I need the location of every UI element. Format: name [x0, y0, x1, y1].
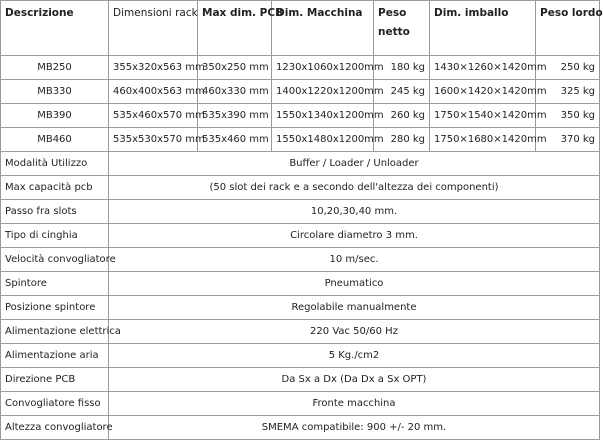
feature-label: Convogliatore fisso	[1, 392, 109, 416]
feature-row	[1, 248, 600, 272]
header-peso-lordo: Peso lordo	[536, 1, 600, 56]
feature-value: Fronte macchina	[109, 392, 600, 416]
header-descrizione: Descrizione	[1, 1, 109, 56]
model-pcb: 535x460 mm	[198, 128, 272, 152]
model-row-mb460	[1, 128, 600, 152]
header-dimensioni-rack: Dimensioni rack	[109, 1, 198, 56]
model-pack: 1430×1260×1420mm	[430, 56, 536, 80]
header-max-dim-pcb: Max dim. PCB	[198, 1, 272, 56]
feature-row	[1, 344, 600, 368]
model-rack: 460x400x563 mm	[109, 80, 198, 104]
feature-value: Pneumatico	[109, 272, 600, 296]
feature-label: Altezza convogliatore	[1, 416, 109, 440]
feature-row	[1, 320, 600, 344]
feature-value: 220 Vac 50/60 Hz	[109, 320, 600, 344]
model-gross-weight: 250 kg	[536, 56, 600, 80]
feature-label: Alimentazione elettrica	[1, 320, 109, 344]
feature-label: Direzione PCB	[1, 368, 109, 392]
feature-value: (50 slot dei rack e a secondo dell'altezza dei componenti)	[109, 176, 600, 200]
model-gross-weight: 325 kg	[536, 80, 600, 104]
feature-value: Regolabile manualmente	[109, 296, 600, 320]
feature-row	[1, 272, 600, 296]
feature-row	[1, 176, 600, 200]
feature-value: SMEMA compatibile: 900 +/- 20 mm.	[109, 416, 600, 440]
model-row-mb250	[1, 56, 600, 80]
model-row-mb330	[1, 80, 600, 104]
feature-row	[1, 224, 600, 248]
model-pack: 1600×1420×1420mm	[430, 80, 536, 104]
feature-row	[1, 296, 600, 320]
feature-label: Posizione spintore	[1, 296, 109, 320]
model-net-weight: 180 kg	[374, 56, 430, 80]
feature-value: Circolare diametro 3 mm.	[109, 224, 600, 248]
feature-label: Tipo di cinghia	[1, 224, 109, 248]
model-gross-weight: 350 kg	[536, 104, 600, 128]
feature-label: Max capacità pcb	[1, 176, 109, 200]
feature-row	[1, 152, 600, 176]
model-pack: 1750×1680×1420mm	[430, 128, 536, 152]
model-name: MB390	[1, 104, 109, 128]
model-name: MB460	[1, 128, 109, 152]
header-dim-macchina: Dim. Macchina	[272, 1, 374, 56]
model-machine: 1550x1480x1200mm	[272, 128, 374, 152]
feature-value: Buffer / Loader / Unloader	[109, 152, 600, 176]
feature-label: Alimentazione aria	[1, 344, 109, 368]
header-dim-imballo: Dim. imballo	[430, 1, 536, 56]
header-row	[1, 1, 600, 56]
feature-label: Modalità Utilizzo	[1, 152, 109, 176]
model-net-weight: 280 kg	[374, 128, 430, 152]
model-pcb: 460x330 mm	[198, 80, 272, 104]
feature-label: Spintore	[1, 272, 109, 296]
header-peso-netto: Peso netto	[374, 1, 430, 56]
model-net-weight: 260 kg	[374, 104, 430, 128]
model-name: MB250	[1, 56, 109, 80]
feature-value: 10 m/sec.	[109, 248, 600, 272]
feature-label: Velocità convogliatore	[1, 248, 109, 272]
model-rack: 355x320x563 mm	[109, 56, 198, 80]
model-machine: 1550x1340x1200mm	[272, 104, 374, 128]
feature-value: Da Sx a Dx (Da Dx a Sx OPT)	[109, 368, 600, 392]
feature-row	[1, 200, 600, 224]
model-pcb: 350x250 mm	[198, 56, 272, 80]
model-rack: 535x530x570 mm	[109, 128, 198, 152]
model-row-mb390	[1, 104, 600, 128]
feature-row	[1, 392, 600, 416]
model-gross-weight: 370 kg	[536, 128, 600, 152]
feature-label: Passo fra slots	[1, 200, 109, 224]
model-pcb: 535x390 mm	[198, 104, 272, 128]
model-rack: 535x460x570 mm	[109, 104, 198, 128]
feature-row	[1, 416, 600, 440]
feature-row	[1, 368, 600, 392]
model-machine: 1400x1220x1200mm	[272, 80, 374, 104]
model-name: MB330	[1, 80, 109, 104]
model-net-weight: 245 kg	[374, 80, 430, 104]
feature-value: 5 Kg./cm2	[109, 344, 600, 368]
feature-value: 10,20,30,40 mm.	[109, 200, 600, 224]
model-pack: 1750×1540×1420mm	[430, 104, 536, 128]
model-machine: 1230x1060x1200mm	[272, 56, 374, 80]
